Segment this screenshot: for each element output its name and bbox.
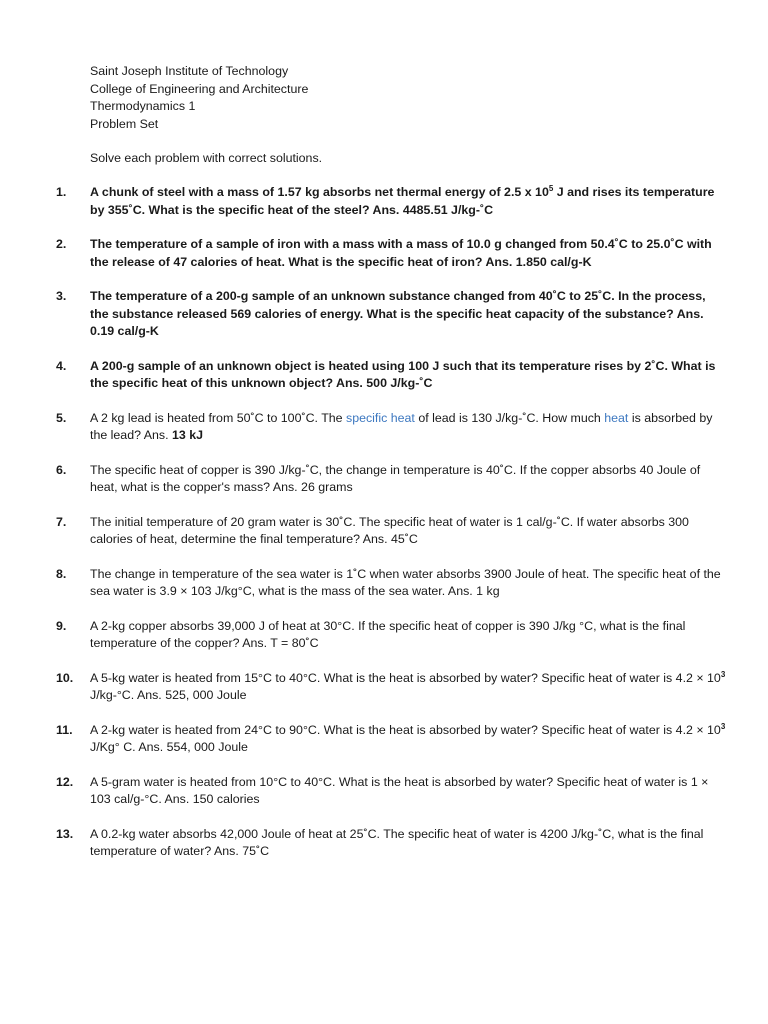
problem-number: 3. [56, 289, 67, 303]
problem-number: 8. [56, 566, 67, 581]
problem-item [56, 288, 726, 341]
problem-text-segment: A 2-kg copper absorbs 39,000 J of heat at 30°C. If the specific heat of copper is 390 J/kg °C, what is the final temperature of the copper? Ans. T = 80˚C [90, 618, 686, 650]
superscript: 3 [720, 721, 726, 731]
problem-text-segment: The initial temperature of 20 gram water is 30˚C. The specific heat of water is 1 cal/g-˚C. If water absorbs 300 calories of heat, determine the final temperature? Ans. 45˚C [90, 514, 689, 546]
problem-text-segment: A 5-kg water is heated from 15°C to 40°C. What is the heat is absorbed by water? Specific heat of water is 4.2 × 10 [90, 670, 721, 685]
problem-text [90, 723, 725, 755]
problem-number: 4. [56, 358, 67, 373]
problem-item [56, 236, 726, 271]
problem-text-segment: is absorbed by the lead? Ans. [90, 410, 713, 442]
problem-item [56, 722, 726, 757]
problem-text-segment: A 0.2-kg water absorbs 42,000 Joule of heat at 25˚C. The specific heat of water is 4200 J/kg-˚C, what is the final temperature of water? Ans. 75˚C [90, 826, 704, 858]
problem-text-segment: of lead is 130 J/kg-˚C. How much [414, 410, 605, 425]
problem-text [90, 237, 712, 269]
problem-number: 6. [56, 462, 67, 477]
problem-text [90, 185, 714, 217]
problem-item [56, 566, 726, 601]
problem-item [56, 774, 726, 809]
problem-number: 2. [56, 237, 67, 251]
term-link[interactable]: heat [604, 410, 629, 425]
problem-number: 10. [56, 670, 74, 685]
problem-item [56, 358, 726, 393]
college-name: College of Engineering and Architecture [90, 81, 309, 96]
problem-item [56, 184, 726, 219]
problem-text-segment: The change in temperature of the sea water is 1˚C when water absorbs 3900 Joule of heat. The specific heat of the sea water is 3.9 × 103 J/kg°C, what is the mass of the sea water. Ans. 1 kg [90, 566, 721, 598]
problem-item [56, 514, 726, 549]
problem-text-segment: J/Kg° C. Ans. 554, 000 Joule [90, 740, 248, 754]
problem-item [56, 826, 726, 861]
problem-text [90, 619, 685, 651]
problem-item [56, 462, 726, 497]
problem-text-segment: The temperature of a 200-g sample of an unknown substance changed from 40˚C to 25˚C. In the process, the substance released 569 calories of energy. What is the specific heat capacity of the substance? Ans. 0.19 cal/g-K [90, 289, 706, 338]
superscript: 3 [720, 669, 726, 679]
term-link[interactable]: specific heat [346, 410, 415, 425]
problem-text-segment: The specific heat of copper is 390 J/kg-˚C, the change in temperature is 40˚C. If the copper absorbs 40 Joule of heat, what is the copper's mass? Ans. 26 grams [90, 462, 701, 494]
problem-text [90, 567, 721, 599]
problem-text-segment: A 200-g sample of an unknown object is heated using 100 J such that its temperature rises by 2˚C. What is the specific heat of this unknown object? Ans. 500 J/kg-˚C [90, 358, 716, 390]
problem-number: 5. [56, 410, 67, 425]
problem-text [90, 671, 725, 703]
problem-text [90, 411, 712, 443]
problem-number: 12. [56, 774, 74, 789]
school-name: Saint Joseph Institute of Technology [90, 64, 289, 78]
problem-text [90, 775, 708, 807]
problem-item [56, 410, 726, 445]
problem-text [90, 463, 700, 495]
problem-text [90, 359, 715, 391]
problem-number: 1. [56, 185, 67, 199]
instructions: Solve each problem with correct solutions. [90, 151, 323, 165]
superscript: 5 [548, 183, 554, 193]
problem-text-segment: J/kg-°C. Ans. 525, 000 Joule [90, 688, 247, 702]
problem-item [56, 670, 726, 705]
problem-text [90, 515, 689, 547]
problem-text-segment: A 2 kg lead is heated from 50˚C to 100˚C. The [90, 410, 346, 425]
problem-list [56, 184, 726, 878]
problem-number: 13. [56, 826, 74, 841]
problem-text-segment: 13 kJ [171, 428, 203, 442]
document-type: Problem Set [90, 116, 159, 131]
problem-text [90, 289, 706, 338]
problem-number: 11. [56, 722, 73, 737]
course-title: Thermodynamics 1 [90, 99, 196, 113]
problem-text [90, 827, 703, 859]
problem-text-segment: A 5-gram water is heated from 10°C to 40°C. What is the heat is absorbed by water? Specific heat of water is 1 × 103 cal/g-°C. Ans. 150 calories [90, 774, 709, 806]
problem-item [56, 618, 726, 653]
problem-text-segment: J and rises its temperature by 355˚C. What is the specific heat of the steel? Ans. 4485.51 J/kg-˚C [90, 185, 715, 217]
problem-number: 7. [56, 514, 67, 529]
document-header [90, 63, 308, 133]
problem-text-segment: The temperature of a sample of iron with a mass with a mass of 10.0 g changed from 50.4˚C to 25.0˚C with the release of 47 calories of heat. What is the specific heat of iron? Ans. 1.850 cal/g-K [90, 237, 712, 269]
problem-number: 9. [56, 618, 67, 633]
problem-text-segment: A chunk of steel with a mass of 1.57 kg absorbs net thermal energy of 2.5 x 10 [90, 185, 549, 199]
problem-text-segment: A 2-kg water is heated from 24°C to 90°C. What is the heat is absorbed by water? Specific heat of water is 4.2 × 10 [90, 722, 721, 737]
